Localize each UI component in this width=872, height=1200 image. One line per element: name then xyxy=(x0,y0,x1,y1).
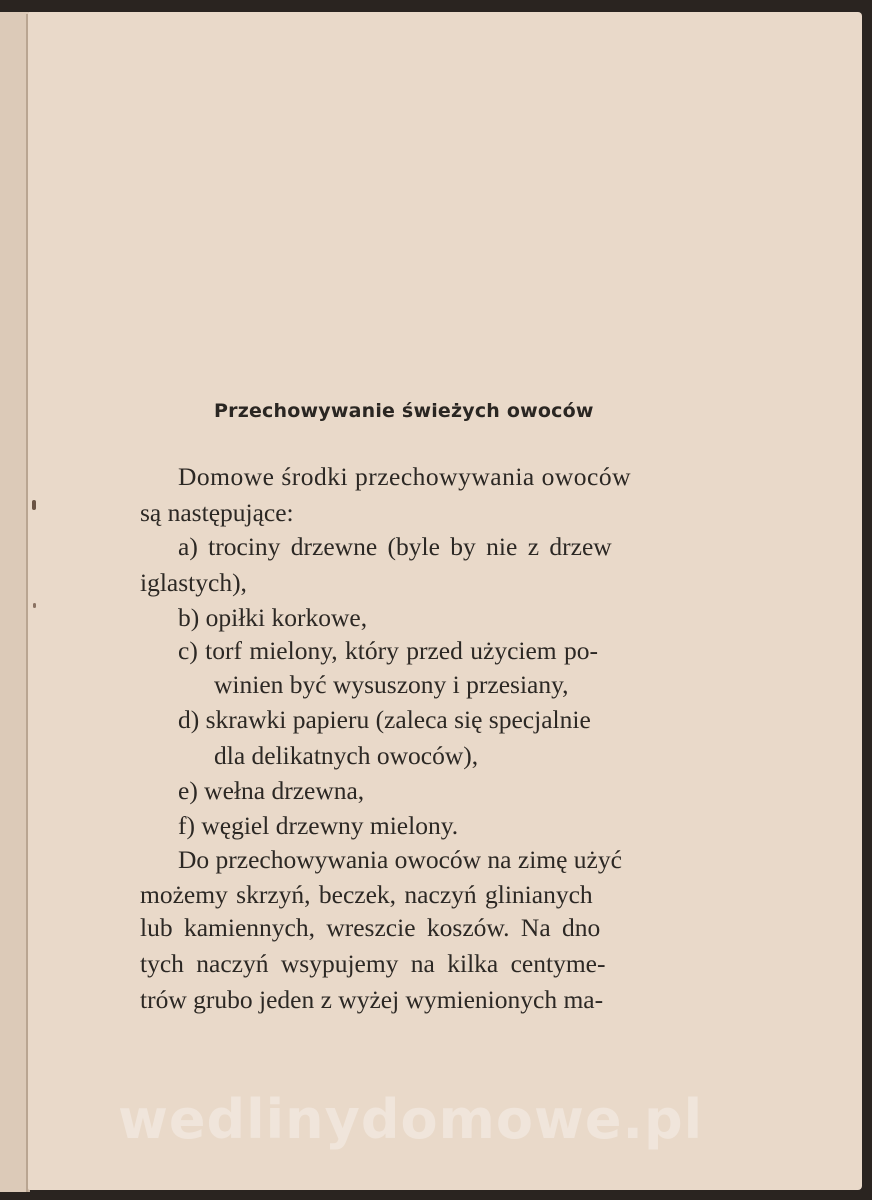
text-line: Domowe środki przechowywania owoców xyxy=(178,462,632,491)
text-line: możemy skrzyń, beczek, naczyń glinianych xyxy=(140,880,593,909)
section-heading: Przechowywanie świeżych owoców xyxy=(214,400,594,422)
text-line: są następujące: xyxy=(140,498,294,527)
text-line: c) torf mielony, który przed użyciem po- xyxy=(178,636,598,665)
text-line: e) wełna drzewna, xyxy=(178,776,365,805)
text-line: lub kamiennych, wreszcie koszów. Na dno xyxy=(140,913,601,942)
spine-line xyxy=(26,14,28,1192)
text-line: dla delikatnych owoców), xyxy=(214,741,479,770)
text-line: b) opiłki korkowe, xyxy=(178,603,368,632)
text-line: f) węgiel drzewny mielony. xyxy=(178,811,459,840)
text-line: trów grubo jeden z wyżej wymienionych ma- xyxy=(140,985,604,1014)
text-line: iglastych), xyxy=(140,568,247,597)
text-line: d) skrawki papieru (zaleca się specjalnie xyxy=(178,705,591,734)
text-line: winien być wysuszony i przesiany, xyxy=(214,670,569,699)
binding-mark xyxy=(32,500,36,510)
text-line: tych naczyń wsypujemy na kilka centyme- xyxy=(140,949,606,978)
text-line: a) trociny drzewne (byle by nie z drzew xyxy=(178,532,612,561)
binding-mark xyxy=(33,603,36,608)
text-line: Do przechowywania owoców na zimę użyć xyxy=(178,845,622,874)
watermark: wedlinydomowe.pl xyxy=(118,1088,704,1151)
